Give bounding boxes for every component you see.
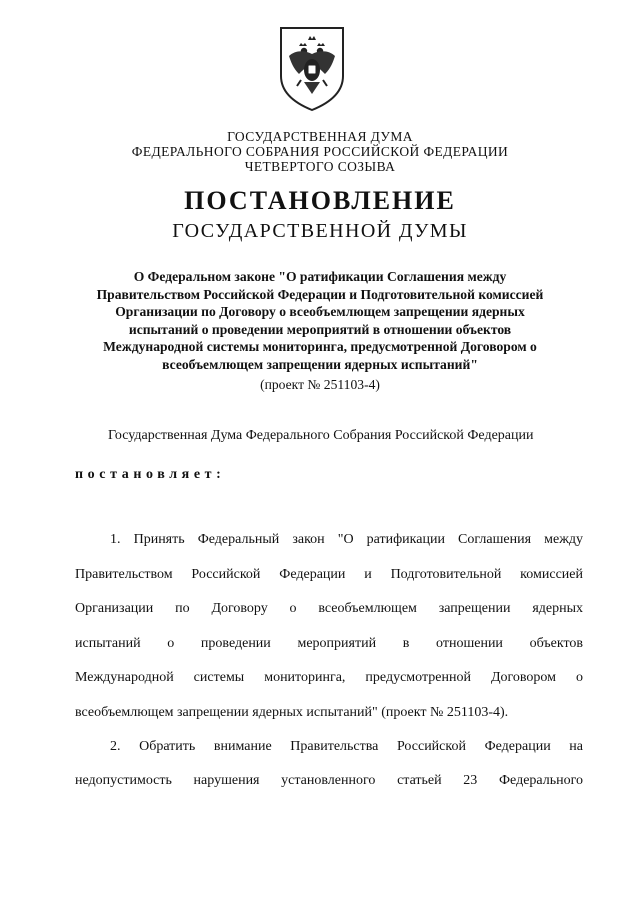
body-text-line: 2. Обратить внимание Правительства Российской Федерации на xyxy=(110,739,583,754)
body-text-line: Международной системы мониторинга, предусмотренной Договором о xyxy=(75,670,583,685)
resolution-subject xyxy=(60,268,580,374)
body-text-line: недопустимость нарушения установленного статьей 23 Федерального xyxy=(75,773,583,788)
issuer-header xyxy=(0,129,640,174)
coat-of-arms-icon xyxy=(277,24,347,112)
subject-line: Международной системы мониторинга, предусмотренной Договором о xyxy=(103,339,537,355)
body-text-line: Организации по Договору о всеобъемлющем запрещении ядерных xyxy=(75,601,583,616)
intro-statement: Государственная Дума Федерального Собрания Российской Федерации xyxy=(108,428,534,443)
document-subtitle: ГОСУДАРСТВЕННОЙ ДУМЫ xyxy=(172,220,468,242)
body-text-line: испытаний о проведении мероприятий в отношении объектов xyxy=(75,636,583,651)
issuer-line: ГОСУДАРСТВЕННАЯ ДУМА xyxy=(227,129,413,144)
issuer-line: ЧЕТВЕРТОГО СОЗЫВА xyxy=(244,159,396,174)
body-text-line: 1. Принять Федеральный закон "О ратификации Соглашения между xyxy=(110,532,583,547)
subject-line: испытаний о проведении мероприятий в отношении объектов xyxy=(128,321,512,337)
project-number: (проект № 251103-4) xyxy=(260,377,380,392)
subject-line: Правительством Российской Федерации и Подготовительной комиссией xyxy=(96,286,544,302)
body-text-line: Правительством Российской Федерации и Подготовительной комиссией xyxy=(75,567,583,582)
issuer-line: ФЕДЕРАЛЬНОГО СОБРАНИЯ РОССИЙСКОЙ ФЕДЕРАЦИИ xyxy=(131,144,509,159)
body-text-line: всеобъемлющем запрещении ядерных испытаний" (проект № 251103-4). xyxy=(75,705,509,720)
subject-line: Организации по Договору о всеобъемлющем запрещении ядерных xyxy=(115,304,525,320)
resolves-word: постановляет: xyxy=(75,467,226,482)
subject-line: всеобъемлющем запрещении ядерных испытаний" xyxy=(162,356,478,372)
subject-line: О Федеральном законе "О ратификации Соглашения между xyxy=(133,269,507,284)
document-title: ПОСТАНОВЛЕНИЕ xyxy=(184,186,456,215)
